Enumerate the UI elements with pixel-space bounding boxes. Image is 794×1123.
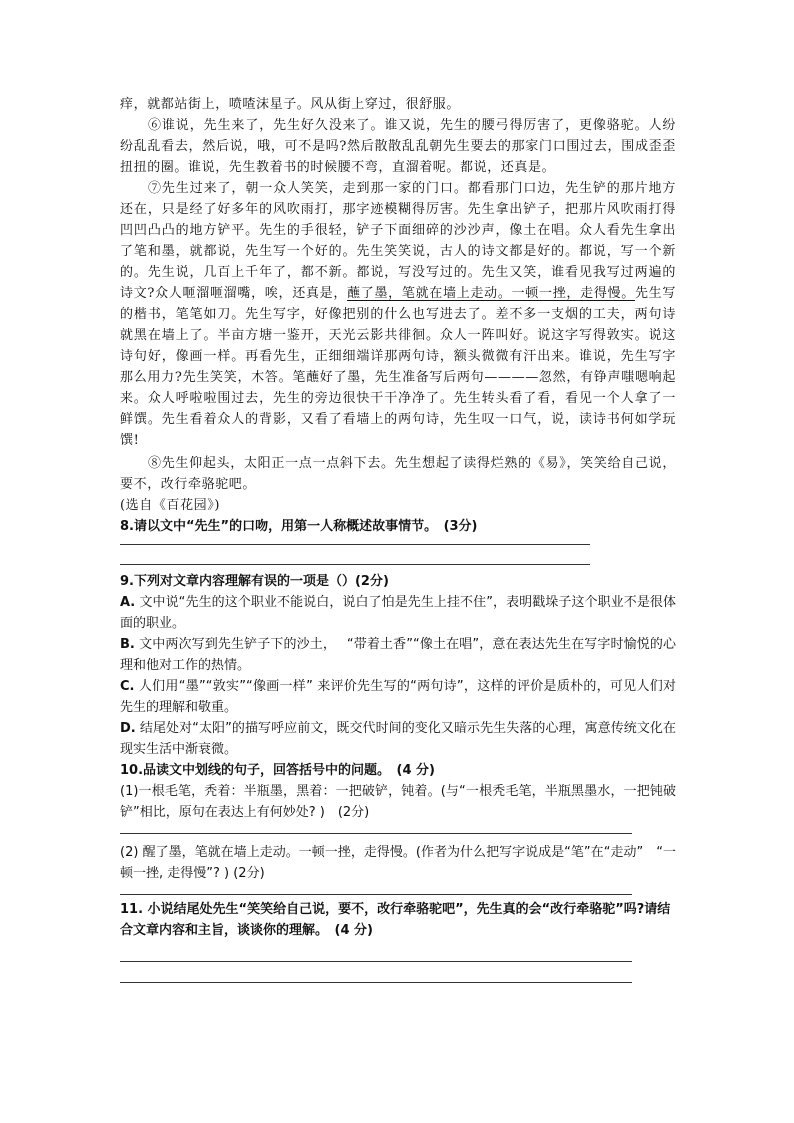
story-paragraph-7-part-a: ⑦先生过来了，朝一众人笑笑，走到那一家的门口。都看那门口边，先生铲的那片地方还在，只是经了好多年的风吹雨打，那字迹模糊得厉害。先生拿出铲子，把那片风吹雨打得凹凹凸凸的地方铲平。先生的手很轻，铲子下面细碎的沙沙声，像土在唱。众人看先生拿出了笔和墨，就都说，先生写一个好的。先生笑笑说，古人的诗文都是好的。都说，写一个新的。先生说，几百上千年了，都不新。都说，写没写过的。先生又笑，谁看见我写过两遍的诗文?众人咂溜咂溜嘴，唉，还真是， [120,181,676,301]
underlined-sentence: 蘸了墨，笔就在墙上走动。一顿一挫，走得慢。 [347,286,635,301]
question-11-prompt: 11. 小说结尾处先生“笑笑给自己说，要不，改行牵骆驼吧”，先生真的会“改行牵骆驼”吗?请结合文章内容和主旨，谈谈你的理解。 (4 分) [120,902,671,938]
option-b-label: B. [120,637,135,652]
option-a-label: A. [120,595,136,610]
option-d-text: 结尾处对“太阳”的描写呼应前文，既交代时间的变化又暗示先生失落的心理，寓意传统文化在现实生活中渐衰微。 [120,721,676,757]
option-c-text: 人们用“墨”“敦实”“像画一样” 来评价先生写的“两句诗”，这样的评价是质朴的，可见人们对先生的理解和敬重。 [120,679,676,715]
story-paragraph-6: ⑥谁说，先生来了，先生好久没来了。谁又说，先生的腰弓得厉害了，更像骆驼。人纷纷乱乱看去，然后说，哦，可不是吗?然后散散乱乱朝先生要去的那家门口围过去，围成歪歪扭扭的圈。谁说，先生教着书的时候腰不弯，直溜着呢。都说，还真是。 [120,118,676,175]
question-10 [120,760,676,895]
question-11 [120,899,676,983]
source-citation: (选自《百花园》) [120,498,221,513]
option-b-text: 文中两次写到先生铲子下的沙土， “带着土香”“像土在唱”，意在表达先生在写字时愉悦的心理和他对工作的热情。 [120,637,676,673]
answer-line[interactable] [120,544,590,545]
story-paragraph-7 [120,178,676,451]
option-d-label: D. [120,721,136,736]
story-paragraph-continuation: 痒，就都站街上，喷喳沫星子。风从街上穿过，很舒服。 [120,97,461,112]
story-paragraph-7-part-b: 先生写的楷书，笔笔如刀。先生写字，好像把别的什么也写进去了。差不多一支烟的工夫，两句诗就黑在墙上了。半亩方塘一鉴开，天光云影共徘徊。众人一阵叫好。说这字写得敦实。说这诗句好，像画一样。再看先生，正细细端详那两句诗，额头微微有汗出来。谁说，先生写字那么用力?先生笑笑，木答。笔蘸好了墨，先生准备写后两句————忽然，有铮声嗤嗯响起来。众人呼啦啦围过去，先生的旁边很快干干净净了。先生转头看了看，看见一个人拿了一鲜馔。先生看着众人的背影，又看了看墙上的两句诗，先生叹一口气，说，读诗书何如学玩馔! [120,286,676,448]
option-a [120,592,676,634]
option-b [120,634,676,676]
story-paragraph-8: ⑧先生仰起头，太阳正一点一点斜下去。先生想起了读得烂熟的《易》，笑笑给自己说，要不，改行牵骆驼吧。 [120,456,676,492]
question-10-part-1: (1)一根毛笔，秃着：半瓶墨，黑着：一把破铲，钝着。(与“一根秃毛笔，半瓶黑墨水，一把钝破铲”相比，原句在表达上有何妙处? ) (2分) [120,784,676,820]
question-9 [120,571,676,760]
option-c-label: C. [120,679,135,694]
option-a-text: 文中说“先生的这个职业不能说白，说白了怕是先生上挂不住”，表明戳垛子这个职业不是很体面的职业。 [120,595,676,631]
answer-line[interactable] [120,982,632,983]
question-8-prompt: 8.请以文中“先生”的口吻，用第一人称概述故事情节。 (3分) [120,519,478,534]
story-passage [120,94,676,516]
answer-line[interactable] [120,894,632,895]
option-c [120,676,676,718]
question-10-part-2: (2) 醒了墨，笔就在墙上走动。一顿一挫，走得慢。(作者为什么把写字说成是“笔”在“走动” “一顿一挫, 走得慢”? ) (2分) [120,845,676,881]
option-d [120,718,676,760]
answer-line[interactable] [120,833,632,834]
question-9-prompt: 9.下列对文章内容理解有误的一项是（）(2分) [120,574,389,589]
question-10-prompt: 10.品读文中划线的句子，回答括号中的问题。 (4 分) [120,763,435,778]
answer-line[interactable] [120,961,632,962]
question-8 [120,516,676,565]
answer-line[interactable] [120,564,590,565]
page-content [120,94,676,983]
